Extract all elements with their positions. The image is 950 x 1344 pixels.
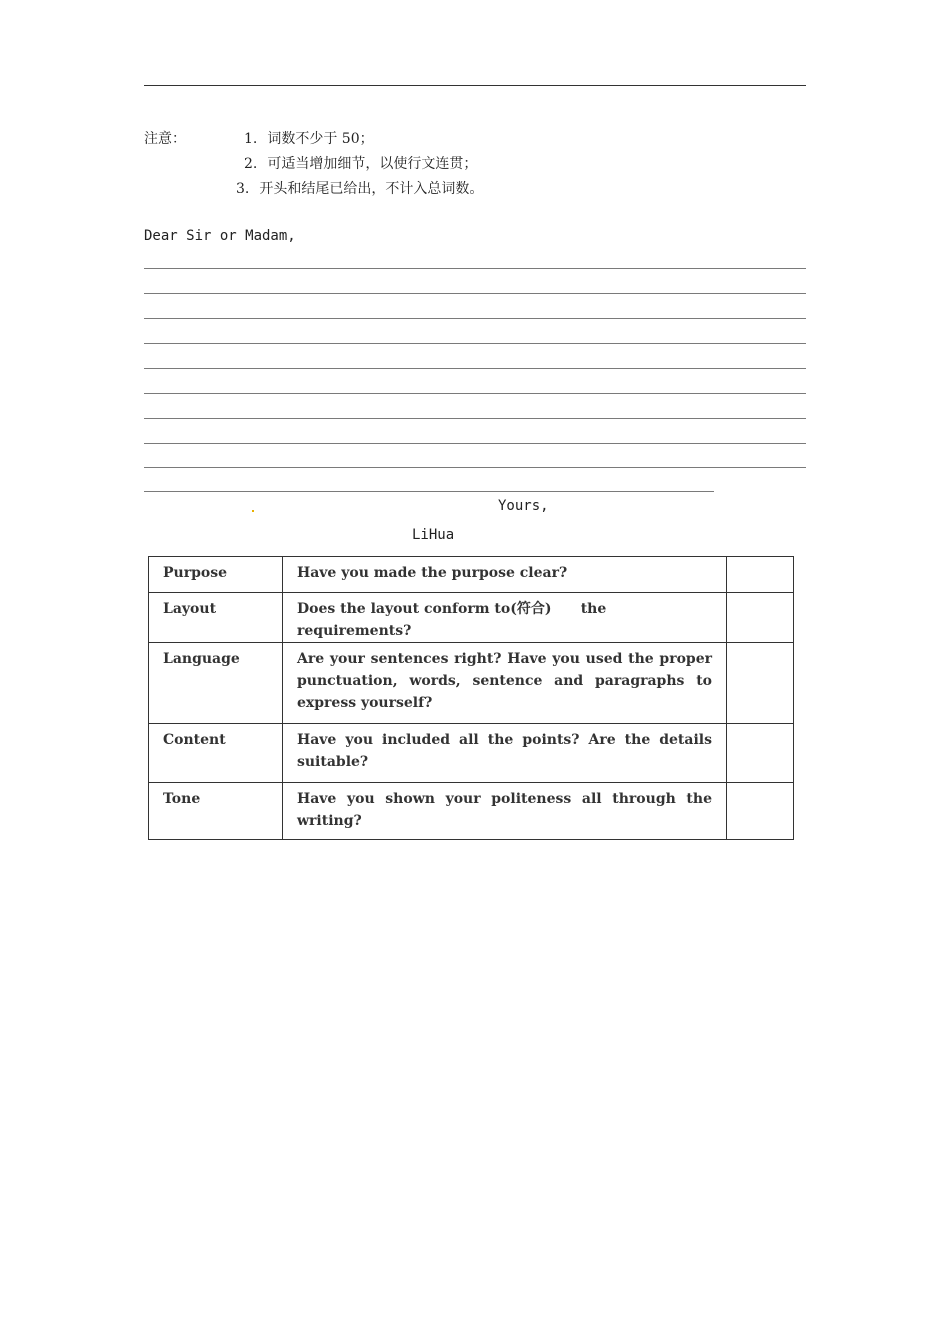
table-row: [149, 643, 794, 724]
note-text: 可适当增加细节，以使行文连贯；: [267, 156, 478, 172]
note-number: 1.: [244, 131, 258, 147]
note-text: 词数不少于 50；: [267, 131, 374, 147]
writing-line[interactable]: [144, 268, 806, 269]
note-item-1: [244, 128, 374, 148]
note-item-3: [236, 178, 483, 198]
checklist-item: Content: [149, 724, 283, 783]
letter-closing: Yours,: [498, 498, 549, 514]
checklist-item: Tone: [149, 783, 283, 840]
writing-line[interactable]: [144, 491, 714, 492]
checklist-check-cell[interactable]: [727, 593, 794, 643]
writing-line[interactable]: [144, 443, 806, 444]
checklist-question: Have you made the purpose clear?: [283, 557, 727, 593]
checklist-question: Are your sentences right? Have you used the proper punctuation, words, sentence and paragraphs to express yourself?: [283, 643, 727, 724]
notes-label: 注意：: [144, 131, 186, 147]
table-row: [149, 593, 794, 643]
checklist-check-cell[interactable]: [727, 724, 794, 783]
table-row: [149, 557, 794, 593]
checklist-question: Have you included all the points? Are the details suitable?: [283, 724, 727, 783]
checklist-check-cell[interactable]: [727, 783, 794, 840]
writing-line[interactable]: [144, 418, 806, 419]
writing-line[interactable]: [144, 467, 806, 468]
checklist-item: Layout: [149, 593, 283, 643]
writing-line[interactable]: [144, 343, 806, 344]
checklist-check-cell[interactable]: [727, 557, 794, 593]
top-rule: [144, 85, 806, 86]
note-number: 3.: [236, 181, 250, 197]
letter-signature: LiHua: [412, 527, 455, 543]
checklist-question: Does the layout conform to(符合) the requirements?: [283, 593, 727, 643]
checklist-table: [148, 556, 794, 840]
checklist-check-cell[interactable]: [727, 643, 794, 724]
writing-line[interactable]: [144, 293, 806, 294]
note-number: 2.: [244, 156, 258, 172]
note-text: 开头和结尾已给出，不计入总词数。: [259, 181, 484, 197]
writing-line[interactable]: [144, 393, 806, 394]
writing-line[interactable]: [144, 368, 806, 369]
checklist-item: Purpose: [149, 557, 283, 593]
writing-line[interactable]: [144, 318, 806, 319]
note-item-2: [244, 153, 477, 173]
stray-dot: [252, 510, 254, 512]
checklist-question: Have you shown your politeness all through the writing?: [283, 783, 727, 840]
letter-greeting: Dear Sir or Madam,: [144, 228, 296, 244]
table-row: [149, 724, 794, 783]
table-row: [149, 783, 794, 840]
checklist-item: Language: [149, 643, 283, 724]
